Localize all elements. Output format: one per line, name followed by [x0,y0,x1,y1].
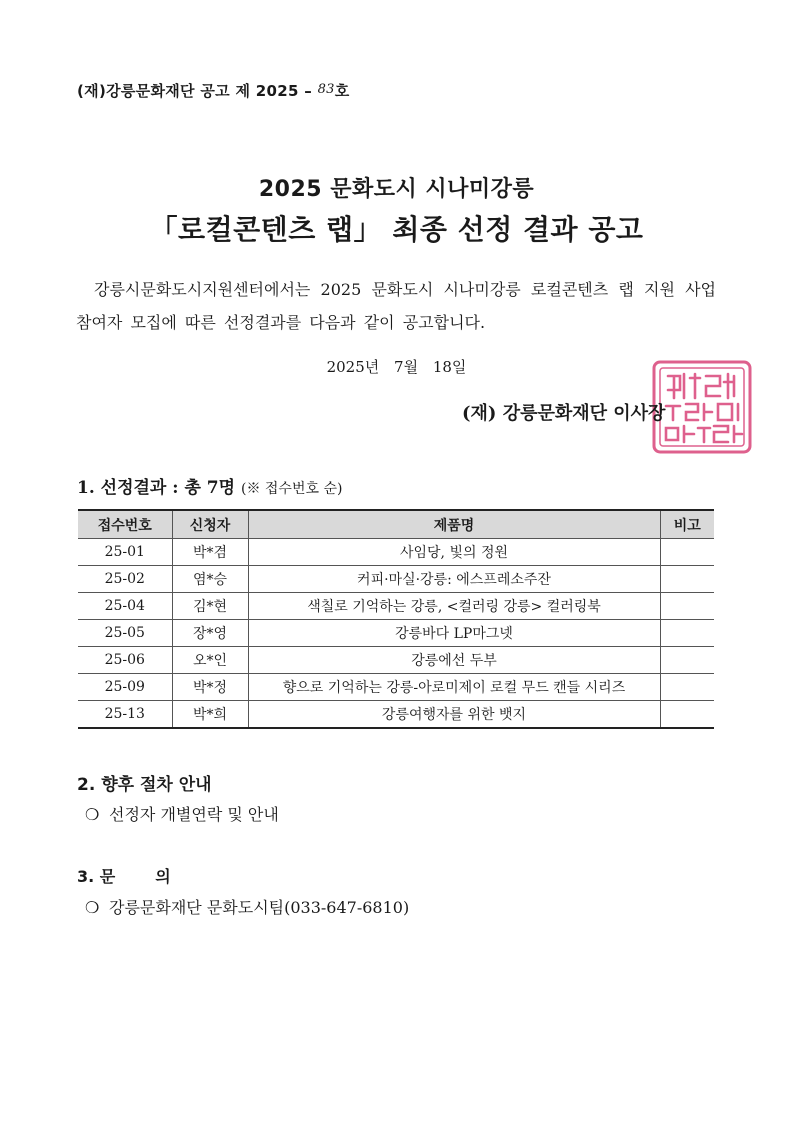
column-header: 신청자 [172,510,248,539]
table-row [78,701,714,729]
product-name-cell: 커피·마실·강릉: 에스프레소주잔 [248,566,660,593]
product-name-cell: 색칠로 기억하는 강릉, <컬러링 강릉> 컬러링북 [248,593,660,620]
receipt-number-cell: 25-01 [78,539,172,566]
receipt-number-cell: 25-05 [78,620,172,647]
notice-prefix: (재)강릉문화재단 공고 제 2025 – [77,82,313,100]
announcement-date: 2025년 7월 18일 [326,358,467,376]
table-row [78,647,714,674]
section-2-item [85,802,279,825]
remark-cell [660,620,714,647]
section-1-note: (※ 접수번호 순) [240,481,343,497]
table-row [78,566,714,593]
section-1-heading [77,473,342,498]
circle-bullet-icon: ❍ [85,805,100,824]
table-row [78,539,714,566]
receipt-number-cell: 25-02 [78,566,172,593]
signer-name: (재) 강릉문화재단 이사장 [462,403,666,424]
product-name-cell: 강릉바다 LP마그넷 [248,620,660,647]
applicant-cell: 김*현 [172,593,248,620]
applicant-cell: 염*승 [172,566,248,593]
applicant-cell: 박*정 [172,674,248,701]
product-name-cell: 사임당, 빛의 정원 [248,539,660,566]
table-row [78,593,714,620]
intro-paragraph: 강릉시문화도시지원센터에서는 2025 문화도시 시나미강릉 로컬콘텐츠 랩 지원 사업 참여자 모집에 따른 선정결과를 다음과 같이 공고합니다. [76,280,716,332]
product-name-cell: 강릉여행자를 위한 뱃지 [248,701,660,729]
section-3-item-text: 강릉문화재단 문화도시팀(033-647-6810) [109,898,410,917]
table-header-row [78,510,714,539]
receipt-number-cell: 25-09 [78,674,172,701]
remark-cell [660,539,714,566]
remark-cell [660,566,714,593]
section-3-heading [77,864,171,887]
section-3-item [85,895,409,918]
column-header: 제품명 [248,510,660,539]
section-3-heading-start: 3. 문 [77,867,116,886]
remark-cell [660,701,714,729]
applicant-cell: 박*희 [172,701,248,729]
circle-bullet-icon: ❍ [85,898,100,917]
notice-suffix: 호 [334,82,350,100]
table-row [78,674,714,701]
product-name-cell: 강릉에선 두부 [248,647,660,674]
applicant-cell: 장*영 [172,620,248,647]
remark-cell [660,593,714,620]
notice-handwritten-number: 83 [317,82,335,97]
section-1-title: 1. 선정결과 : 총 7명 [77,478,236,498]
title-line-2: 「로컬콘텐츠 랩」 최종 선정 결과 공고 [149,213,644,246]
official-seal-stamp [650,358,754,456]
table-row [78,620,714,647]
remark-cell [660,647,714,674]
receipt-number-cell: 25-13 [78,701,172,729]
title-line-1: 2025 문화도시 시나미강릉 [258,177,535,202]
receipt-number-cell: 25-04 [78,593,172,620]
column-header: 비고 [660,510,714,539]
notice-number [77,80,350,101]
section-2-heading: 2. 향후 절차 안내 [77,775,212,795]
product-name-cell: 향으로 기억하는 강릉-아로미제이 로컬 무드 캔들 시리즈 [248,674,660,701]
column-header: 접수번호 [78,510,172,539]
applicant-cell: 박*겸 [172,539,248,566]
receipt-number-cell: 25-06 [78,647,172,674]
section-3-heading-end: 의 [155,867,171,886]
section-2-item-text: 선정자 개별연락 및 안내 [109,805,279,824]
remark-cell [660,674,714,701]
applicant-cell: 오*인 [172,647,248,674]
selection-result-table [78,509,714,729]
